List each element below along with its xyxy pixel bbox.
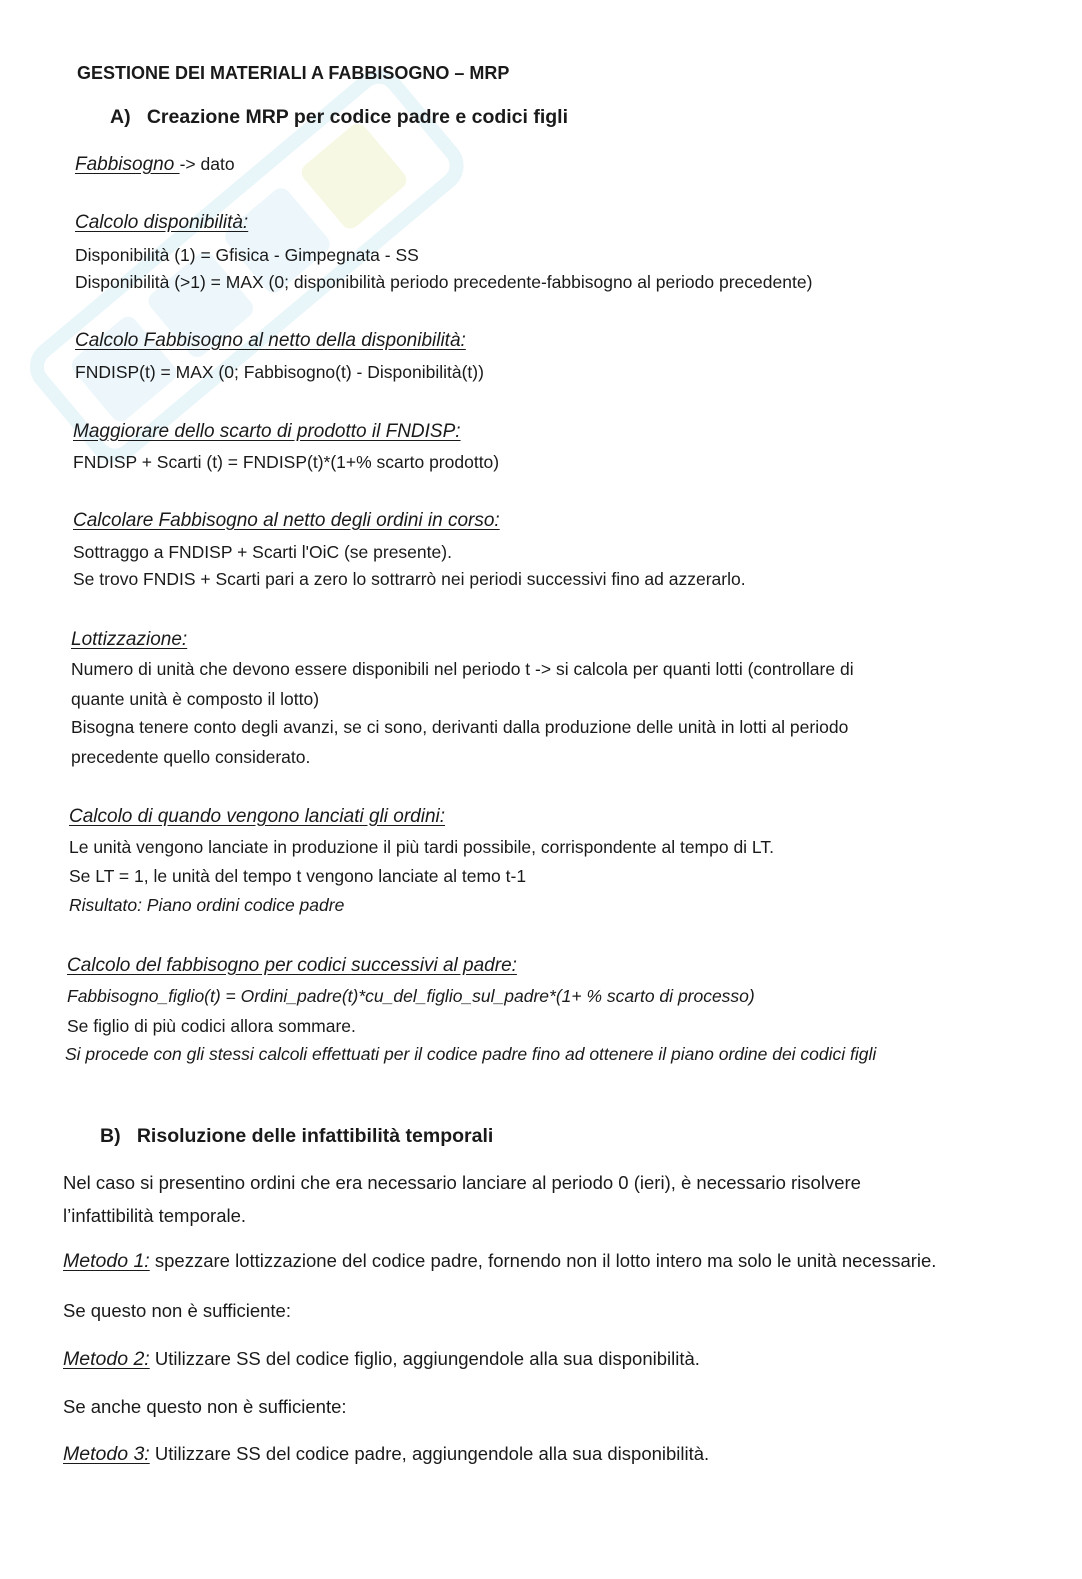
fabbisogno-head: Fabbisogno [75, 154, 180, 175]
fndisp-heading: Calcolo Fabbisogno al netto della disponibilità: [75, 330, 466, 351]
metodo2-head: Metodo 2: [63, 1348, 150, 1370]
metodo1-text: spezzare lottizzazione del codice padre, fornendo non il lotto intero ma solo le unità necessarie. [149, 1250, 937, 1271]
section-b-heading [100, 1125, 493, 1147]
figli-line1: Fabbisogno_figlio(t) = Ordini_padre(t)*cu_del_figlio_sul_padre*(1+ % scarto di processo) [67, 986, 755, 1006]
lancio-line1: Le unità vengono lanciate in produzione il più tardi possibile, corrispondente al tempo di LT. [69, 837, 774, 857]
lancio-heading: Calcolo di quando vengono lanciati gli ordini: [69, 806, 446, 827]
section-b-title: Risoluzione delle infattibilità temporali [136, 1125, 494, 1147]
metodo1-head: Metodo 1: [63, 1250, 150, 1272]
figli-line3: Si procede con gli stessi calcoli effettuati per il codice padre fino ad ottenere il piano ordine dei codici figli [65, 1044, 877, 1064]
lottizzazione-heading: Lottizzazione: [71, 629, 188, 650]
section-a-label: A) [110, 106, 131, 128]
section-a-title: Creazione MRP per codice padre e codici figli [146, 106, 569, 128]
metodo3-text: Utilizzare SS del codice padre, aggiungendole alla sua disponibilità. [149, 1443, 710, 1464]
figli-line2: Se figlio di più codici allora sommare. [67, 1016, 356, 1036]
if1-text: Se questo non è sufficiente: [63, 1300, 291, 1321]
if2-text: Se anche questo non è sufficiente: [63, 1396, 347, 1417]
figli-heading: Calcolo del fabbisogno per codici successivi al padre: [67, 955, 517, 976]
fabbisogno-text: -> dato [179, 154, 235, 174]
calcolo-disp-line2: Disponibilità (>1) = MAX (0; disponibilità periodo precedente-fabbisogno al periodo precedente) [75, 272, 813, 292]
metodo3-head: Metodo 3: [63, 1443, 150, 1465]
lancio-line2: Se LT = 1, le unità del tempo t vengono lanciate al temo t-1 [69, 866, 527, 886]
maggiorare-line1: FNDISP + Scarti (t) = FNDISP(t)*(1+% scarto prodotto) [73, 452, 500, 472]
metodo2-text: Utilizzare SS del codice figlio, aggiungendole alla sua disponibilità. [149, 1348, 700, 1369]
section-a-heading [110, 106, 568, 128]
lottizzazione-line3: Bisogna tenere conto degli avanzi, se ci sono, derivanti dalla produzione delle unità in lotti al periodo [71, 717, 849, 737]
calcolo-disp-heading: Calcolo disponibilità: [75, 212, 249, 233]
lottizzazione-line1: Numero di unità che devono essere disponibili nel periodo t -> si calcola per quanti lotti (controllare di [71, 659, 854, 679]
lottizzazione-line2: quante unità è composto il lotto) [71, 689, 320, 709]
maggiorare-heading: Maggiorare dello scarto di prodotto il FNDISP: [73, 421, 461, 442]
section-b-label: B) [100, 1125, 121, 1147]
page-title: GESTIONE DEI MATERIALI A FABBISOGNO – MRP [77, 63, 510, 83]
ordini-corso-heading: Calcolare Fabbisogno al netto degli ordini in corso: [73, 510, 500, 531]
intro-b-line1: Nel caso si presentino ordini che era necessario lanciare al periodo 0 (ieri), è necessario risolvere [63, 1172, 861, 1193]
fabbisogno-line [75, 153, 235, 176]
lancio-line3: Risultato: Piano ordini codice padre [69, 895, 345, 915]
metodo3-line [63, 1443, 709, 1465]
calcolo-disp-line1: Disponibilità (1) = Gfisica - Gimpegnata - SS [75, 245, 419, 265]
metodo2-line [63, 1348, 700, 1370]
lottizzazione-line4: precedente quello considerato. [71, 747, 311, 767]
metodo1-line [63, 1250, 936, 1272]
intro-b-line2: l’infattibilità temporale. [63, 1205, 247, 1226]
ordini-corso-line2: Se trovo FNDIS + Scarti pari a zero lo sottrarrò nei periodi successivi fino ad azzerarlo. [73, 569, 746, 589]
fndisp-line1: FNDISP(t) = MAX (0; Fabbisogno(t) - Disponibilità(t)) [75, 362, 484, 382]
ordini-corso-line1: Sottraggo a FNDISP + Scarti l'OiC (se presente). [73, 542, 452, 562]
